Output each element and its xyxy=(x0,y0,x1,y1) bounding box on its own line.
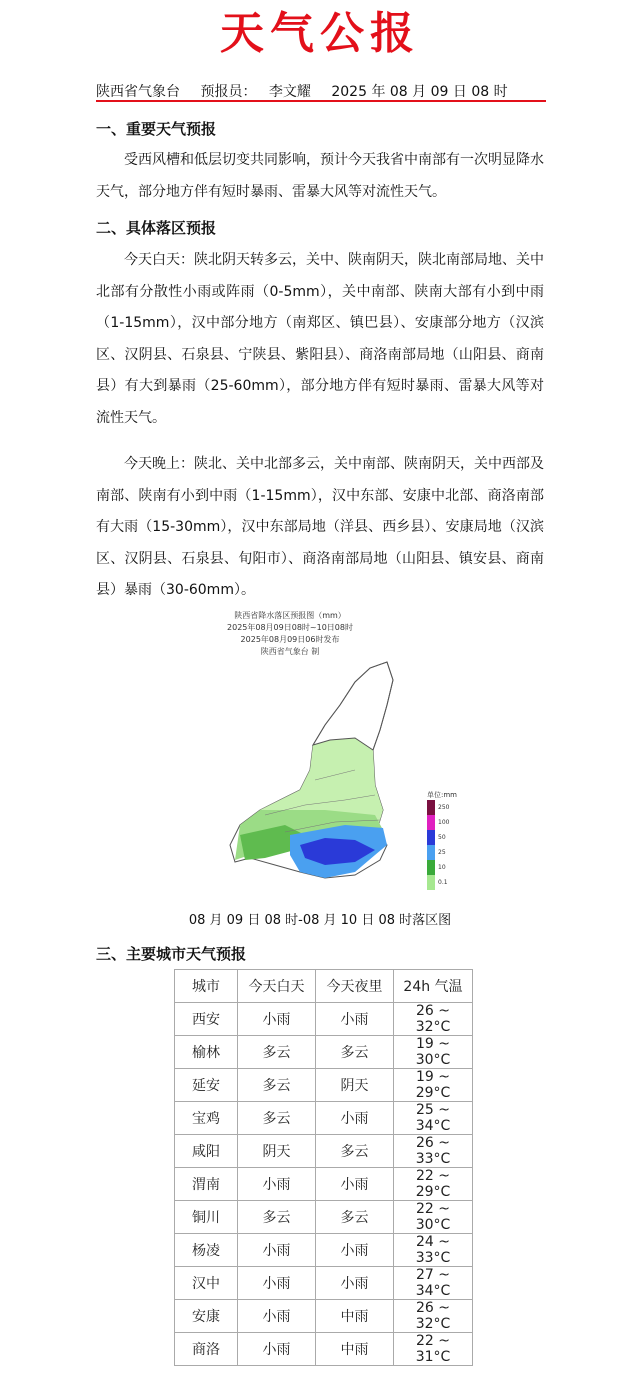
legend-swatch xyxy=(427,800,435,815)
map-title-line: 2025年08月09日08时~10日08时 xyxy=(227,623,353,632)
table-row xyxy=(175,1201,473,1234)
important-weather-text: 受西风槽和低层切变共同影响，预计今天我省中南部有一次明显降水天气，部分地方伴有短时暴雨、雷暴大风等对流性天气。 xyxy=(96,152,544,200)
temperature-cell: 26 ~ 33°C xyxy=(394,1135,473,1168)
night-weather-cell: 阴天 xyxy=(316,1069,394,1102)
legend-item xyxy=(427,845,467,860)
legend-item xyxy=(427,815,467,830)
section-heading-cities: 三、主要城市天气预报 xyxy=(96,945,247,963)
table-row xyxy=(175,1069,473,1102)
legend-swatch xyxy=(427,830,435,845)
city-cell: 榆林 xyxy=(175,1036,238,1069)
city-cell: 宝鸡 xyxy=(175,1102,238,1135)
legend-item xyxy=(427,860,467,875)
city-cell: 商洛 xyxy=(175,1333,238,1366)
legend-swatch xyxy=(427,845,435,860)
legend-label: 0.1 xyxy=(438,879,448,886)
day-weather-cell: 小雨 xyxy=(238,1333,316,1366)
night-weather-cell: 小雨 xyxy=(316,1102,394,1135)
bulletin-title: 天气公报 xyxy=(220,8,420,59)
day-weather-cell: 小雨 xyxy=(238,1168,316,1201)
legend-swatch xyxy=(427,815,435,830)
day-weather-cell: 多云 xyxy=(238,1069,316,1102)
day-weather-cell: 小雨 xyxy=(238,1003,316,1036)
legend-title: 单位:mm xyxy=(427,791,457,799)
temperature-cell: 19 ~ 30°C xyxy=(394,1036,473,1069)
legend-label: 25 xyxy=(438,849,446,856)
table-row xyxy=(175,1168,473,1201)
legend-item xyxy=(427,875,467,890)
bulletin-header xyxy=(96,82,546,102)
legend-item xyxy=(427,800,467,815)
column-header: 城市 xyxy=(175,970,238,1003)
temperature-cell: 25 ~ 34°C xyxy=(394,1102,473,1135)
night-weather-cell: 小雨 xyxy=(316,1168,394,1201)
temperature-cell: 24 ~ 33°C xyxy=(394,1234,473,1267)
temperature-cell: 22 ~ 31°C xyxy=(394,1333,473,1366)
city-cell: 铜川 xyxy=(175,1201,238,1234)
table-row xyxy=(175,1300,473,1333)
city-cell: 杨凌 xyxy=(175,1234,238,1267)
map-title-line: 陕西省气象台 制 xyxy=(260,647,320,656)
day-weather-cell: 多云 xyxy=(238,1201,316,1234)
forecaster-label: 预报员： xyxy=(200,84,257,100)
temperature-cell: 26 ~ 32°C xyxy=(394,1003,473,1036)
table-row xyxy=(175,1003,473,1036)
column-header: 今天夜里 xyxy=(316,970,394,1003)
legend-swatch xyxy=(427,860,435,875)
city-cell: 西安 xyxy=(175,1003,238,1036)
table-row xyxy=(175,1267,473,1300)
column-header: 今天白天 xyxy=(238,970,316,1003)
day-weather-cell: 阴天 xyxy=(238,1135,316,1168)
legend-label: 100 xyxy=(438,819,450,826)
night-weather-cell: 多云 xyxy=(316,1135,394,1168)
day-weather-cell: 多云 xyxy=(238,1036,316,1069)
issue-datetime: 2025 年 08 月 09 日 08 时 xyxy=(331,84,508,100)
nighttime-forecast-text: 今天晚上：陕北、关中北部多云，关中南部、陕南阴天，关中西部及南部、陕南有小到中雨（1-15mm），汉中东部、安康中北部、商洛南部有大雨（15-30mm），汉中东部局地（洋县、西乡县）、安康局地（汉滨区、汉阴县、石泉县、旬阳市）、商洛南部局地（山阳县、镇安县、商南县）暴雨（30-60mm）。 xyxy=(96,456,544,598)
temperature-cell: 19 ~ 29°C xyxy=(394,1069,473,1102)
table-row xyxy=(175,1333,473,1366)
precipitation-map xyxy=(205,610,465,900)
city-cell: 延安 xyxy=(175,1069,238,1102)
day-weather-cell: 小雨 xyxy=(238,1234,316,1267)
map-caption: 08 月 09 日 08 时-08 月 10 日 08 时落区图 xyxy=(188,913,452,928)
table-row xyxy=(175,1234,473,1267)
legend-swatch xyxy=(427,875,435,890)
precipitation-legend xyxy=(427,790,467,890)
forecaster-name: 李文耀 xyxy=(268,84,311,100)
night-weather-cell: 小雨 xyxy=(316,1267,394,1300)
night-weather-cell: 中雨 xyxy=(316,1333,394,1366)
section-heading-areas: 二、具体落区预报 xyxy=(96,219,217,237)
daytime-forecast-text: 今天白天：陕北阴天转多云，关中、陕南阴天，陕北南部局地、关中北部有分散性小雨或阵雨（0-5mm），关中南部、陕南大部有小到中雨（1-15mm），汉中部分地方（南郑区、镇巴县）、安康部分地方（汉滨区、汉阴县、石泉县、宁陕县、紫阳县）、商洛南部局地（山阳县、商南县）有大到暴雨（25-60mm），部分地方伴有短时暴雨、雷暴大风等对流性天气。 xyxy=(96,252,544,426)
agency-name: 陕西省气象台 xyxy=(96,84,180,100)
temperature-cell: 26 ~ 32°C xyxy=(394,1300,473,1333)
night-weather-cell: 中雨 xyxy=(316,1300,394,1333)
city-cell: 汉中 xyxy=(175,1267,238,1300)
table-header-row xyxy=(175,970,473,1003)
map-title-line: 陕西省降水落区预报图（mm） xyxy=(234,611,346,620)
day-weather-cell: 小雨 xyxy=(238,1300,316,1333)
map-title-line: 2025年08月09日06时发布 xyxy=(240,635,340,644)
night-weather-cell: 小雨 xyxy=(316,1003,394,1036)
city-cell: 渭南 xyxy=(175,1168,238,1201)
section-heading-important: 一、重要天气预报 xyxy=(96,120,217,138)
night-weather-cell: 多云 xyxy=(316,1036,394,1069)
legend-label: 250 xyxy=(438,804,450,811)
night-weather-cell: 多云 xyxy=(316,1201,394,1234)
legend-label: 10 xyxy=(438,864,446,871)
temperature-cell: 27 ~ 34°C xyxy=(394,1267,473,1300)
table-row xyxy=(175,1135,473,1168)
city-cell: 安康 xyxy=(175,1300,238,1333)
column-header: 24h 气温 xyxy=(394,970,473,1003)
day-weather-cell: 多云 xyxy=(238,1102,316,1135)
night-weather-cell: 小雨 xyxy=(316,1234,394,1267)
header-divider xyxy=(96,100,546,102)
shaanxi-map-graphic xyxy=(205,610,465,900)
temperature-cell: 22 ~ 30°C xyxy=(394,1201,473,1234)
day-weather-cell: 小雨 xyxy=(238,1267,316,1300)
table-row xyxy=(175,1102,473,1135)
city-cell: 咸阳 xyxy=(175,1135,238,1168)
legend-item xyxy=(427,830,467,845)
temperature-cell: 22 ~ 29°C xyxy=(394,1168,473,1201)
table-row xyxy=(175,1036,473,1069)
legend-label: 50 xyxy=(438,834,446,841)
city-forecast-table xyxy=(174,969,473,1366)
